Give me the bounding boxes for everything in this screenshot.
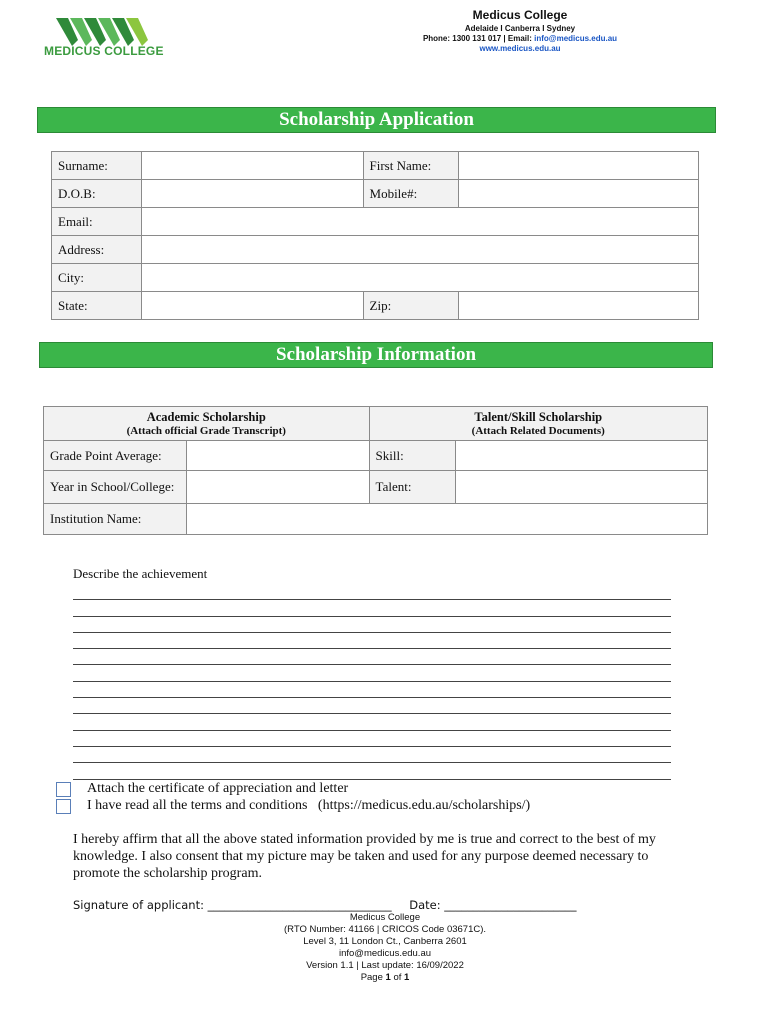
achievement-line[interactable] <box>73 633 671 649</box>
talent-subtitle: (Attach Related Documents) <box>471 424 605 437</box>
mobile-field[interactable] <box>459 180 699 208</box>
footer-version: Version 1.1 | Last update: 16/09/2022 <box>306 960 464 971</box>
surname-field[interactable] <box>141 152 363 180</box>
footer-email: info@medicus.edu.au <box>338 948 432 959</box>
city-label: City: <box>52 264 142 292</box>
gpa-field[interactable] <box>186 441 369 471</box>
website-link[interactable]: www.medicus.edu.au <box>479 44 561 53</box>
certificate-checkbox[interactable] <box>56 782 71 797</box>
email-label: Email: <box>52 208 142 236</box>
talent-title: Talent/Skill Scholarship <box>474 409 603 424</box>
org-phone <box>420 34 620 43</box>
footer-name: Medicus College <box>349 912 421 923</box>
achievement-line[interactable] <box>73 747 671 763</box>
state-field[interactable] <box>141 292 363 320</box>
institution-label: Institution Name: <box>44 504 187 535</box>
achievement-line[interactable] <box>73 584 671 600</box>
applicant-details-table <box>51 151 699 320</box>
achievement-line[interactable] <box>73 714 671 730</box>
zip-label: Zip: <box>363 292 459 320</box>
email-link[interactable]: info@medicus.edu.au <box>534 34 618 43</box>
academic-header <box>44 407 370 441</box>
page-number: 1 <box>385 972 391 983</box>
skill-field[interactable] <box>456 441 708 471</box>
year-field[interactable] <box>186 471 369 504</box>
certificate-checkbox-label: Attach the certificate of appreciation and letter <box>87 781 349 796</box>
achievement-line[interactable] <box>73 682 671 698</box>
gpa-label: Grade Point Average: <box>44 441 187 471</box>
scholarship-application-banner: Scholarship Application <box>37 107 716 133</box>
achievement-line[interactable] <box>73 763 671 779</box>
org-name: Medicus College <box>472 8 568 22</box>
first-name-field[interactable] <box>459 152 699 180</box>
skill-label: Skill: <box>369 441 456 471</box>
scholarship-info-table <box>43 406 708 535</box>
achievement-line[interactable] <box>73 731 671 747</box>
zip-field[interactable] <box>459 292 699 320</box>
org-header <box>420 8 620 53</box>
page-prefix: Page <box>360 972 386 983</box>
address-field[interactable] <box>141 236 698 264</box>
achievement-line[interactable] <box>73 617 671 633</box>
signature-line[interactable] <box>73 898 577 912</box>
footer-page <box>0 972 770 984</box>
org-locations: Adelaide I Canberra I Sydney <box>464 24 576 33</box>
city-field[interactable] <box>141 264 698 292</box>
talent-header <box>369 407 707 441</box>
academic-subtitle: (Attach official Grade Transcript) <box>126 424 286 437</box>
achievement-label: Describe the achievement <box>73 566 208 581</box>
affirmation-text: I hereby affirm that all the above stated information provided by me is true and correct to the best of my knowledge. I also consent that my picture may be taken and used for any purpose deemed necessary to promote the scholarship program. <box>73 832 656 881</box>
academic-title: Academic Scholarship <box>146 409 266 424</box>
terms-checkbox-label: I have read all the terms and conditions (https://medicus.edu.au/scholarships/) <box>87 798 531 813</box>
terms-checkbox[interactable] <box>56 799 71 814</box>
mobile-label: Mobile#: <box>363 180 459 208</box>
achievement-lines[interactable] <box>73 584 671 780</box>
address-label: Address: <box>52 236 142 264</box>
phone-text: Phone: 1300 131 017 | Email: <box>422 34 535 43</box>
checkbox-row-terms[interactable] <box>56 798 530 814</box>
achievement-line[interactable] <box>73 665 671 681</box>
talent-field[interactable] <box>456 471 708 504</box>
talent-label: Talent: <box>369 471 456 504</box>
footer-rto: (RTO Number: 41166 | CRICOS Code 03671C). <box>283 924 487 935</box>
page-mid: of <box>390 972 405 983</box>
dob-label: D.O.B: <box>52 180 142 208</box>
achievement-line[interactable] <box>73 600 671 616</box>
logo-text: MEDICUS COLLEGE <box>44 44 164 58</box>
footer-address: Level 3, 11 London Ct., Canberra 2601 <box>303 936 467 947</box>
institution-field[interactable] <box>186 504 707 535</box>
checkbox-row-certificate[interactable] <box>56 781 348 797</box>
surname-label: Surname: <box>52 152 142 180</box>
page-total: 1 <box>404 972 410 983</box>
state-label: State: <box>52 292 142 320</box>
first-name-label: First Name: <box>363 152 459 180</box>
date-label: Date: _______________________ <box>409 898 577 912</box>
achievement-line[interactable] <box>73 698 671 714</box>
signature-label: Signature of applicant: ________________________________ <box>73 898 392 912</box>
email-field[interactable] <box>141 208 698 236</box>
year-label: Year in School/College: <box>44 471 187 504</box>
scholarship-information-banner: Scholarship Information <box>39 342 713 368</box>
dob-field[interactable] <box>141 180 363 208</box>
footer <box>0 912 770 984</box>
achievement-line[interactable] <box>73 649 671 665</box>
